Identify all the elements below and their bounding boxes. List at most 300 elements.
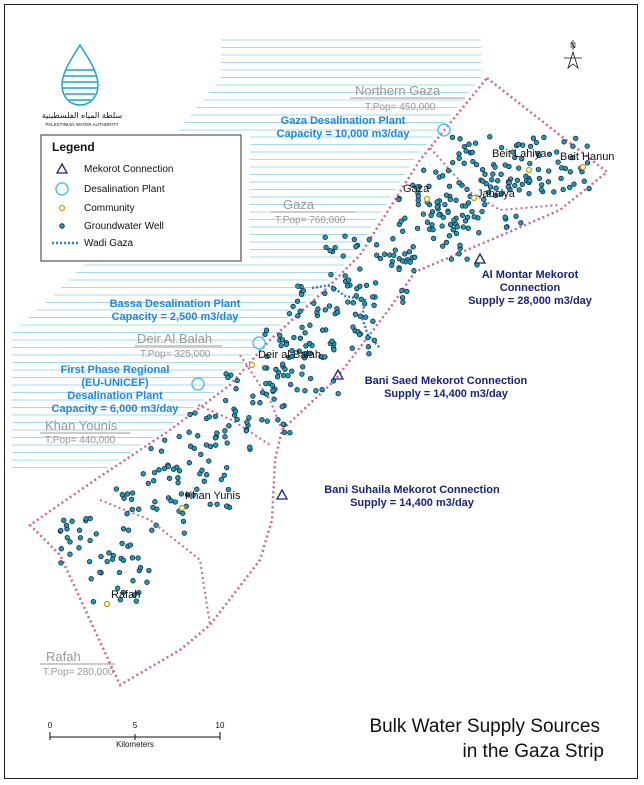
well-dot [421, 168, 426, 173]
logo-english-text: PALESTINIAN WATER AUTHORITY [45, 122, 119, 127]
well-dot [213, 443, 218, 448]
well-dot [425, 220, 430, 225]
well-dot [346, 278, 351, 283]
well-dot [298, 336, 303, 341]
well-dot [146, 481, 151, 486]
well-dot [288, 382, 293, 387]
well-dot [270, 383, 275, 388]
community-marker-jabalya [472, 196, 477, 201]
well-dot [179, 492, 184, 497]
well-dot [308, 376, 313, 381]
gov-name-deir: Deir.Al.Balah [137, 331, 213, 346]
well-dot [480, 167, 485, 172]
well-dot [105, 559, 110, 564]
well-dot [450, 135, 455, 140]
community-label-deir-al-balah: Deir al Balah [258, 349, 321, 361]
well-dot [247, 445, 252, 450]
well-dot [536, 167, 541, 172]
well-dot [444, 193, 449, 198]
well-dot [154, 523, 159, 528]
well-dot [571, 144, 576, 149]
well-dot [440, 174, 445, 179]
well-dot [280, 404, 285, 409]
well-dot [129, 497, 134, 502]
scale-tick-0: 0 [47, 721, 53, 730]
well-dot [370, 295, 375, 300]
pwa-logo [42, 45, 123, 127]
well-dot [208, 502, 213, 507]
well-dot [227, 424, 232, 429]
well-dot [149, 446, 154, 451]
well-dot [187, 460, 192, 465]
community-label-jabalya: Jabalya [477, 188, 515, 200]
well-dot [585, 144, 590, 149]
well-dot [291, 304, 296, 309]
well-dot [327, 304, 332, 309]
well-dot [363, 315, 368, 320]
well-dot [147, 568, 152, 573]
well-dot [443, 202, 448, 207]
well-dot [517, 188, 522, 193]
well-dot [499, 172, 504, 177]
well-dot [151, 478, 156, 483]
well-dot [277, 333, 282, 338]
community-marker-rafah [105, 602, 110, 607]
well-dot [272, 397, 277, 402]
well-dot [320, 387, 325, 392]
well-dot [187, 430, 192, 435]
gov-name-khan: Khan Younis [45, 418, 118, 433]
well-dot [59, 561, 64, 566]
well-dot [559, 166, 564, 171]
well-dot [568, 170, 573, 175]
well-dot [539, 187, 544, 192]
well-dot [152, 470, 157, 475]
community-marker-gaza [425, 197, 430, 202]
well-dot [330, 339, 335, 344]
well-dot [262, 366, 267, 371]
well-dot [374, 242, 379, 247]
well-dot [303, 331, 308, 336]
well-dot [125, 492, 130, 497]
well-dot [552, 190, 557, 195]
well-dot [287, 311, 292, 316]
well-dot [441, 215, 446, 220]
well-dot [546, 180, 551, 185]
community-label-rafah: Rafah [111, 589, 141, 601]
well-dot [59, 528, 64, 533]
well-dot [400, 229, 405, 234]
well-dot [150, 528, 155, 533]
well-dot [117, 570, 122, 575]
well-dot [260, 390, 265, 395]
well-dot [454, 198, 459, 203]
legend-community-symbol [60, 206, 65, 211]
mekorot-al-montar-line1: Al Montar Mekorot [481, 269, 579, 281]
well-dot [412, 268, 417, 273]
well-dot [188, 412, 193, 417]
well-dot [166, 464, 171, 469]
well-dot [89, 577, 94, 582]
well-dot [289, 369, 294, 374]
well-dot [235, 417, 240, 422]
well-dot [435, 200, 440, 205]
well-dot [180, 511, 185, 516]
well-dot [314, 389, 319, 394]
well-dot [528, 161, 533, 166]
well-dot [286, 373, 291, 378]
well-dot [400, 288, 405, 293]
desal-first-line1: First Phase Regional [60, 364, 170, 376]
well-dot [153, 499, 158, 504]
well-dot [121, 527, 126, 532]
well-dot [437, 213, 442, 218]
well-dot [130, 556, 135, 561]
well-dot [204, 472, 209, 477]
well-dot [364, 283, 369, 288]
map-title-line1: Bulk Water Supply Sources [369, 716, 600, 737]
water-drop-icon [62, 45, 98, 105]
well-dot [222, 473, 227, 478]
well-dot [470, 209, 475, 214]
well-dot [181, 519, 186, 524]
well-dot [300, 325, 305, 330]
well-dot [466, 226, 471, 231]
well-dot [358, 314, 363, 319]
well-dot [466, 201, 471, 206]
well-dot [366, 335, 371, 340]
well-dot [247, 415, 252, 420]
community-marker-khan-yunis [180, 506, 185, 511]
gov-pop-northern-gaza: T.Pop= 450,000 [365, 102, 436, 113]
well-dot [483, 172, 488, 177]
well-dot [296, 284, 301, 289]
well-dot [493, 165, 498, 170]
well-dot [275, 375, 280, 380]
well-dot [467, 142, 472, 147]
well-dot [516, 166, 521, 171]
mekorot-marker-bani-suhaila [277, 490, 287, 499]
desal-plant-marker-bassa [253, 337, 265, 349]
community-label-beit-lahiya: Beit Lahiya [492, 148, 547, 160]
well-dot [59, 546, 64, 551]
well-dot [68, 540, 73, 545]
well-dot [462, 144, 467, 149]
well-dot [130, 491, 135, 496]
well-dot [167, 476, 172, 481]
well-dot [412, 255, 417, 260]
well-dot [582, 179, 587, 184]
well-dot [457, 152, 462, 157]
well-dot [554, 150, 559, 155]
well-dot [138, 565, 143, 570]
well-dot [320, 328, 325, 333]
well-dot [473, 141, 478, 146]
well-dot [389, 263, 394, 268]
well-dot [444, 240, 449, 245]
well-dot [280, 338, 285, 343]
scale-bar [48, 721, 225, 749]
well-dot [451, 227, 456, 232]
well-dot [323, 308, 328, 313]
map-title-line2: in the Gaza Strip [462, 741, 604, 762]
mekorot-al-montar-line3: Supply = 28,000 m3/day [468, 295, 592, 307]
well-dot [400, 259, 405, 264]
community-label-beit-hanun: Beit Hanun [560, 151, 615, 163]
well-dot [121, 558, 126, 563]
desal-bassa-line2: Capacity = 2,500 m3/day [111, 311, 239, 323]
well-dot [245, 420, 250, 425]
well-dot [448, 197, 453, 202]
well-dot [122, 496, 127, 501]
well-dot [465, 257, 470, 262]
well-dot [341, 254, 346, 259]
well-dot [298, 309, 303, 314]
well-dot [463, 219, 468, 224]
well-dot [182, 531, 187, 536]
well-dot [546, 169, 551, 174]
well-dot [126, 528, 131, 533]
well-dot [400, 295, 405, 300]
well-dot [465, 187, 470, 192]
well-dot [202, 479, 207, 484]
well-dot [335, 310, 340, 315]
well-dot [562, 140, 567, 145]
well-dot [223, 429, 228, 434]
desal-gaza-line2: Capacity = 10,000 m3/day [276, 128, 410, 140]
well-dot [264, 328, 269, 333]
well-dot [489, 177, 494, 182]
well-dot [372, 303, 377, 308]
well-dot [440, 224, 445, 229]
well-dot [371, 319, 376, 324]
well-dot [213, 436, 218, 441]
well-dot [372, 338, 377, 343]
well-dot [431, 236, 436, 241]
legend-wadi-label: Wadi Gaza [84, 238, 134, 249]
well-dot [573, 136, 578, 141]
well-dot [567, 185, 572, 190]
desal-gaza-line1: Gaza Desalination Plant [280, 115, 406, 127]
well-dot [435, 205, 440, 210]
well-dot [94, 532, 99, 537]
well-dot [421, 212, 426, 217]
well-dot [98, 570, 103, 575]
well-dot [393, 248, 398, 253]
well-dot [169, 498, 174, 503]
well-dot [99, 554, 104, 559]
well-dot [215, 502, 220, 507]
well-dot [159, 449, 164, 454]
well-dot [504, 225, 509, 230]
mekorot-bani-saed-line1: Bani Saed Mekorot Connection [364, 375, 528, 387]
well-dot [162, 438, 167, 443]
logo-arabic-text: سلطة المياه الفلسطينية [41, 111, 123, 120]
well-dot [300, 365, 305, 370]
well-dot [282, 430, 287, 435]
well-dot [130, 507, 135, 512]
well-dot [226, 375, 231, 380]
well-dot [516, 142, 521, 147]
well-dot [77, 528, 82, 533]
mekorot-marker-al-montar [475, 254, 485, 263]
well-dot [397, 197, 402, 202]
well-dot [429, 213, 434, 218]
well-dot [495, 179, 500, 184]
well-dot [491, 172, 496, 177]
legend-mekorot-label: Mekorot Connection [84, 164, 174, 175]
well-dot [323, 291, 328, 296]
legend-title: Legend [52, 140, 95, 154]
well-dot [292, 335, 297, 340]
well-dot [274, 367, 279, 372]
well-dot [307, 341, 312, 346]
well-dot [407, 249, 412, 254]
well-dot [559, 176, 564, 181]
well-dot [265, 419, 270, 424]
well-dot [367, 351, 372, 356]
well-dot [403, 216, 408, 221]
mekorot-bani-saed-line2: Supply = 14,400 m3/day [384, 388, 508, 400]
gov-pop-deir: T.Pop= 325,000 [140, 349, 211, 360]
well-dot [514, 214, 519, 219]
well-dot [177, 434, 182, 439]
well-dot [64, 523, 69, 528]
well-dot [470, 150, 475, 155]
well-dot [350, 346, 355, 351]
well-dot [78, 536, 83, 541]
well-dot [464, 149, 469, 154]
well-dot [488, 135, 493, 140]
well-dot [207, 415, 212, 420]
well-dot [519, 221, 524, 226]
well-dot [447, 233, 452, 238]
community-label-gaza: Gaza [403, 183, 430, 195]
well-dot [397, 267, 402, 272]
well-dot [251, 394, 256, 399]
well-dot [520, 143, 525, 148]
well-dot [528, 179, 533, 184]
well-dot [458, 137, 463, 142]
well-dot [587, 186, 592, 191]
well-dot [264, 381, 269, 386]
well-dot [352, 237, 357, 242]
well-dot [480, 209, 485, 214]
well-dot [324, 245, 329, 250]
well-dot [408, 260, 413, 265]
gov-name-northern-gaza: Northern Gaza [355, 83, 441, 98]
well-dot [472, 215, 477, 220]
desal-bassa-line1: Bassa Desalination Plant [109, 298, 241, 310]
legend-community-label: Community [84, 203, 135, 214]
well-dot [403, 252, 408, 257]
scale-tick-5: 5 [132, 721, 138, 730]
well-dot [430, 223, 435, 228]
well-dot [271, 388, 276, 393]
well-dot [447, 184, 452, 189]
well-dot [110, 557, 115, 562]
well-dot [176, 480, 181, 485]
well-dot [354, 294, 359, 299]
well-dot [458, 243, 463, 248]
well-dot [547, 152, 552, 157]
well-dot [195, 433, 200, 438]
gov-pop-rafah: T.Pop= 280,000 [43, 667, 114, 678]
well-dot [373, 281, 378, 286]
gov-pop-khan: T.Pop= 440,000 [45, 435, 116, 446]
well-dot [288, 430, 293, 435]
well-dot [173, 500, 178, 505]
well-dot [401, 300, 406, 305]
well-dot [416, 202, 421, 207]
well-dot [354, 244, 359, 249]
well-dot [131, 578, 136, 583]
well-dot [515, 178, 520, 183]
well-dot [61, 518, 66, 523]
well-dot [440, 244, 445, 249]
desal-first-line4: Capacity = 6,000 m3/day [51, 403, 179, 415]
well-dot [224, 465, 229, 470]
well-dot [192, 446, 197, 451]
community-marker-beit-lahiya [527, 168, 532, 173]
well-dot [461, 225, 466, 230]
well-dot [531, 136, 536, 141]
well-dot [333, 245, 338, 250]
well-dot [542, 135, 547, 140]
well-dot [301, 288, 306, 293]
well-dot [391, 253, 396, 258]
well-dot [524, 174, 529, 179]
well-dot [449, 257, 454, 262]
well-dot [316, 307, 321, 312]
well-dot [308, 323, 313, 328]
well-dot [204, 443, 209, 448]
well-dot [125, 511, 130, 516]
well-dot [141, 472, 146, 477]
well-dot [276, 418, 281, 423]
gov-name-rafah: Rafah [46, 649, 81, 664]
desal-first-line2: (EU-UNICEF) [81, 377, 149, 389]
well-dot [88, 538, 93, 543]
well-dot [329, 272, 334, 277]
well-dot [323, 235, 328, 240]
legend-desal-label: Desalination Plant [84, 184, 165, 195]
well-dot [353, 312, 358, 317]
well-dot [303, 388, 308, 393]
well-dot [128, 543, 133, 548]
community-marker-beit-hanun [581, 165, 586, 170]
well-dot [359, 297, 364, 302]
well-dot [219, 477, 224, 482]
well-dot [235, 378, 240, 383]
well-dot [446, 210, 451, 215]
well-dot [225, 441, 230, 446]
well-dot [391, 236, 396, 241]
well-dot [281, 373, 286, 378]
well-dot [452, 218, 457, 223]
well-dot [561, 187, 566, 192]
well-dot [88, 516, 93, 521]
mekorot-al-montar-line2: Connection [499, 282, 561, 294]
north-label: N [570, 41, 576, 50]
well-dot [295, 299, 300, 304]
well-dot [527, 191, 532, 196]
well-dot [572, 182, 577, 187]
well-dot [193, 411, 198, 416]
well-dot [507, 164, 512, 169]
well-dot [136, 507, 141, 512]
community-marker-deir-al-balah [250, 363, 255, 368]
